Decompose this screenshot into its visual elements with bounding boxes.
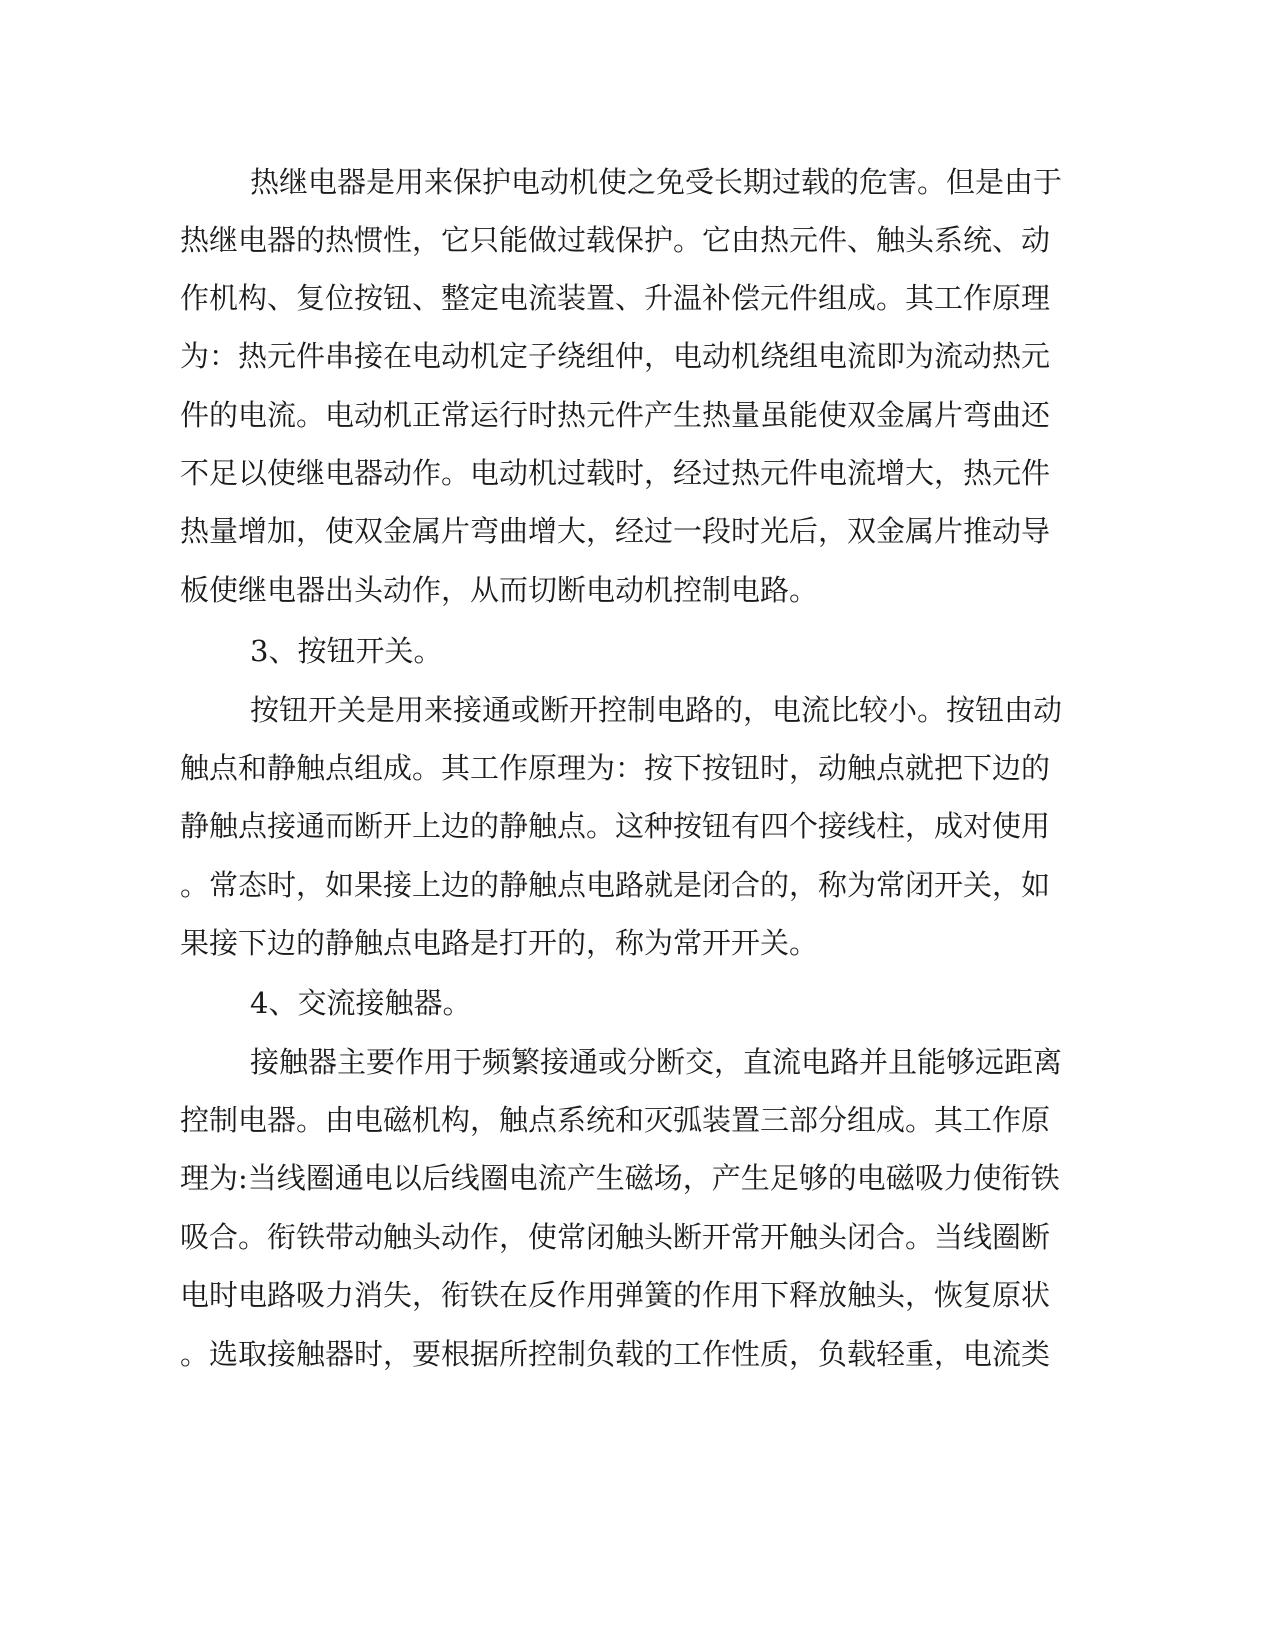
paragraph-line: 。常态时，如果接上边的静触点电路就是闭合的，称为常闭开关，如 (180, 868, 1051, 902)
section-heading: 4、交流接触器。 (250, 986, 472, 1020)
paragraph-line: 。选取接触器时，要根据所控制负载的工作性质，负载轻重，电流类 (180, 1337, 1051, 1371)
paragraph-line: 不足以使继电器动作。电动机过载时，经过热元件电流增大，热元件 (180, 456, 1051, 490)
paragraph-line: 板使继电器出头动作，从而切断电动机控制电路。 (180, 573, 819, 607)
paragraph-line: 吸合。衔铁带动触头动作，使常闭触头断开常开触头闭合。当线圈断 (180, 1220, 1051, 1254)
paragraph-line: 果接下边的静触点电路是打开的，称为常开开关。 (180, 926, 819, 960)
paragraph-line: 为：热元件串接在电动机定子绕组仲，电动机绕组电流即为流动热元 (180, 339, 1051, 373)
paragraph-line: 控制电器。由电磁机构，触点系统和灭弧装置三部分组成。其工作原 (180, 1103, 1051, 1137)
paragraph-line: 触点和静触点组成。其工作原理为：按下按钮时，动触点就把下边的 (180, 751, 1051, 785)
paragraph-line: 按钮开关是用来接通或断开控制电路的，电流比较小。按钮由动 (250, 693, 1063, 727)
paragraph-line: 电时电路吸力消失，衔铁在反作用弹簧的作用下释放触头，恢复原状 (180, 1278, 1051, 1312)
paragraph-line: 热继电器的热惯性，它只能做过载保护。它由热元件、触头系统、动 (180, 223, 1051, 257)
paragraph-line: 静触点接通而断开上边的静触点。这种按钮有四个接线柱，成对使用 (180, 809, 1051, 843)
paragraph-line: 作机构、复位按钮、整定电流装置、升温补偿元件组成。其工作原理 (180, 281, 1051, 315)
paragraph-line: 热量增加，使双金属片弯曲增大，经过一段时光后，双金属片推动导 (180, 514, 1051, 548)
section-heading: 3、按钮开关。 (250, 634, 443, 668)
paragraph-line: 件的电流。电动机正常运行时热元件产生热量虽能使双金属片弯曲还 (180, 398, 1051, 432)
paragraph-line: 接触器主要作用于频繁接通或分断交，直流电路并且能够远距离 (250, 1045, 1063, 1079)
paragraph-line: 热继电器是用来保护电动机使之免受长期过载的危害。但是由于 (250, 165, 1063, 199)
paragraph-line: 理为:当线圈通电以后线圈电流产生磁场，产生足够的电磁吸力使衔铁 (180, 1161, 1060, 1195)
